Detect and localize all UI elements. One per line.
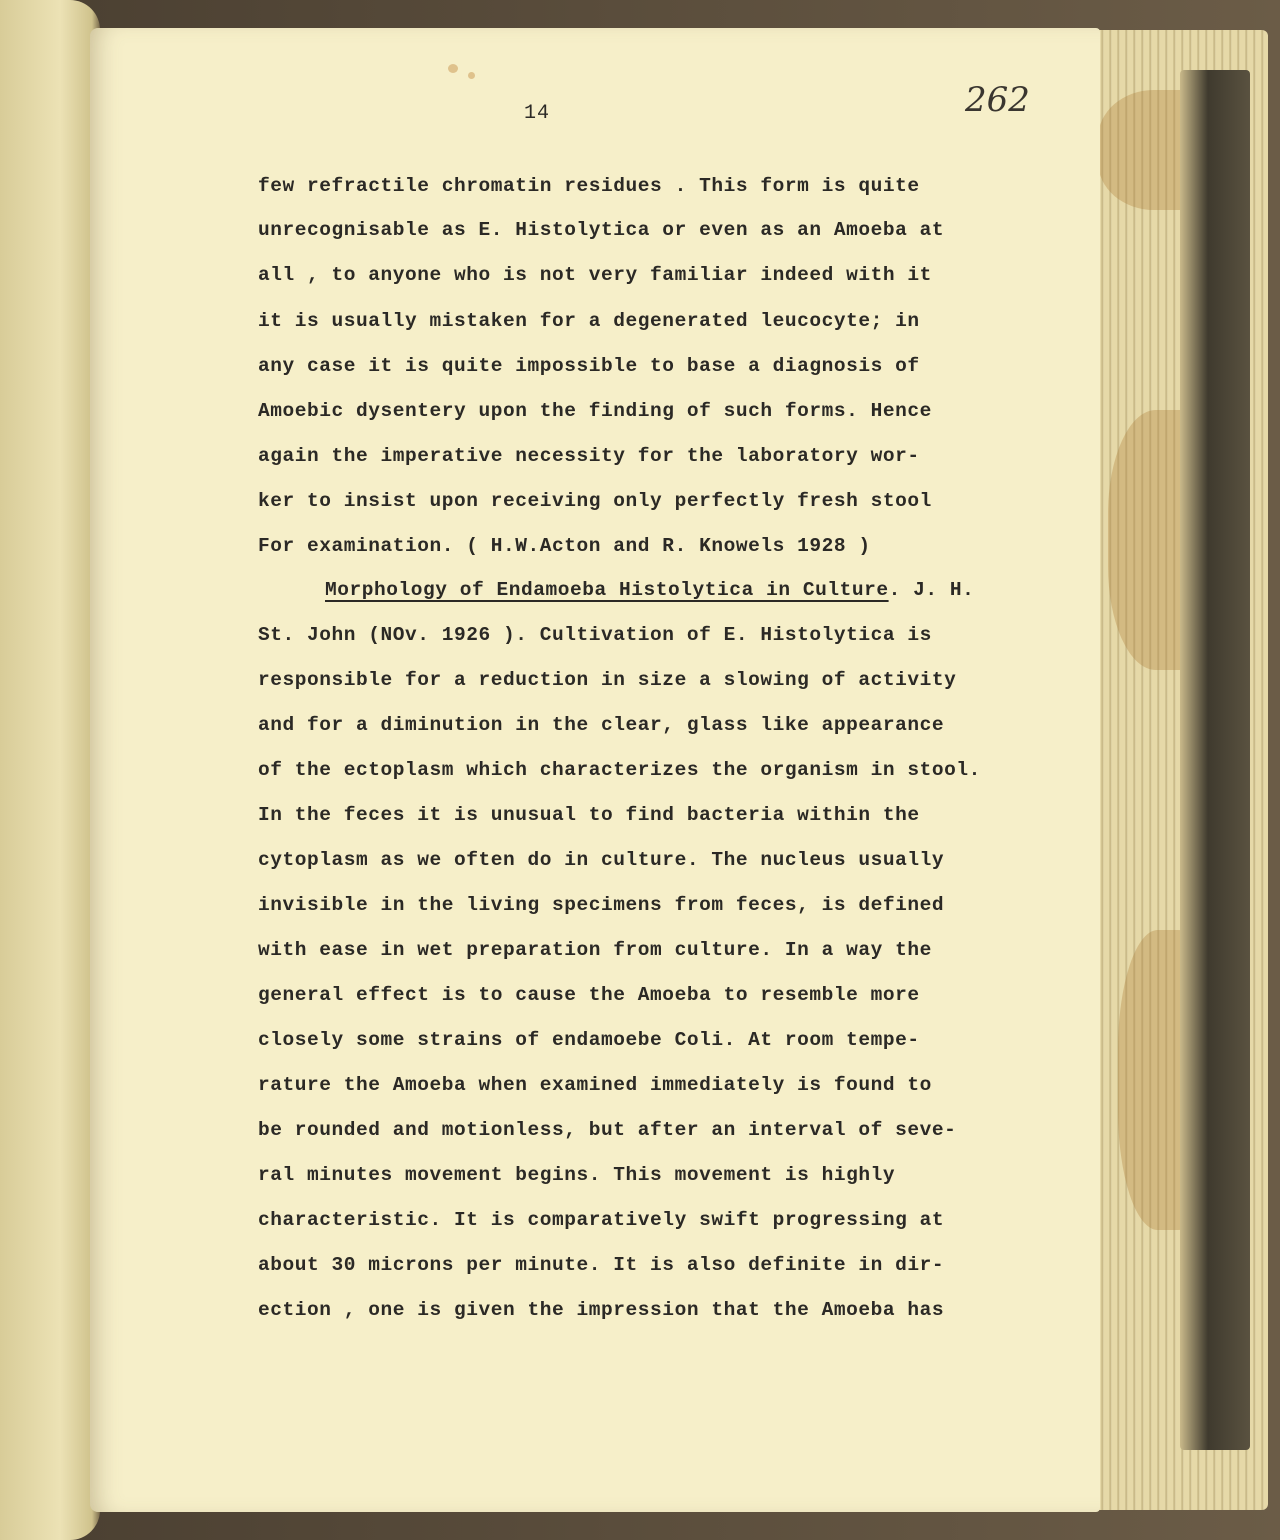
- text-line: of the ectoplasm which characterizes the organism in stool.: [258, 759, 981, 781]
- text-line: about 30 microns per minute. It is also definite in dir-: [258, 1254, 945, 1276]
- left-page-edge: [0, 0, 100, 1540]
- text-line: unrecognisable as E. Histolytica or even as an Amoeba at: [258, 219, 945, 241]
- text-line: with ease in wet preparation from culture. In a way the: [258, 939, 932, 961]
- text-line: and for a diminution in the clear, glass like appearance: [258, 714, 945, 736]
- document-page: [90, 28, 1100, 1512]
- text-line: be rounded and motionless, but after an interval of seve-: [258, 1119, 957, 1141]
- text-line: For examination. ( H.W.Acton and R. Knowels 1928 ): [258, 535, 871, 557]
- folio-number: 262: [965, 80, 1030, 120]
- text-line: cytoplasm as we often do in culture. The nucleus usually: [258, 849, 945, 871]
- ink-spot: [468, 72, 475, 79]
- text-line: ker to insist upon receiving only perfectly fresh stool: [258, 490, 932, 512]
- text-line: few refractile chromatin residues . This form is quite: [258, 175, 920, 197]
- text-line: general effect is to cause the Amoeba to resemble more: [258, 984, 920, 1006]
- heading-author: . J. H.: [888, 579, 975, 601]
- text-line: again the imperative necessity for the laboratory wor-: [258, 445, 920, 467]
- text-line: In the feces it is unusual to find bacteria within the: [258, 804, 920, 826]
- text-line: ral minutes movement begins. This movement is highly: [258, 1164, 896, 1186]
- text-line: ection , one is given the impression that the Amoeba has: [258, 1299, 945, 1321]
- text-line: responsible for a reduction in size a slowing of activity: [258, 669, 957, 691]
- text-line: Amoebic dysentery upon the finding of such forms. Hence: [258, 400, 932, 422]
- text-line: rature the Amoeba when examined immediately is found to: [258, 1074, 932, 1096]
- text-line: any case it is quite impossible to base a diagnosis of: [258, 355, 920, 377]
- text-line: St. John (NOv. 1926 ). Cultivation of E. Histolytica is: [258, 624, 932, 646]
- text-line: invisible in the living specimens from feces, is defined: [258, 894, 945, 916]
- text-line: all , to anyone who is not very familiar indeed with it: [258, 264, 932, 286]
- ink-spot: [448, 64, 458, 73]
- text-line: it is usually mistaken for a degenerated leucocyte; in: [258, 310, 920, 332]
- text-line: characteristic. It is comparatively swift progressing at: [258, 1209, 945, 1231]
- text-line: closely some strains of endamoebe Coli. At room tempe-: [258, 1029, 920, 1051]
- section-heading: Morphology of Endamoeba Histolytica in Culture: [325, 579, 889, 601]
- book-spine: [1180, 70, 1250, 1450]
- section-heading-line: [325, 578, 974, 602]
- page-number: 14: [524, 102, 551, 125]
